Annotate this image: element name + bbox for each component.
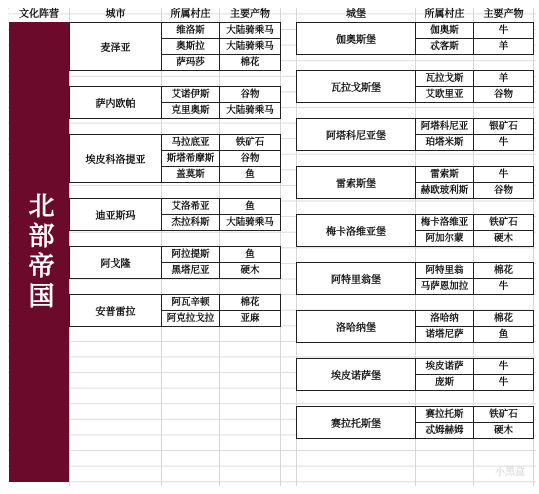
village-cell: 艾洛希亚 (171, 201, 210, 212)
village-cell: 阿克拉戈拉 (166, 313, 215, 324)
castle-table (296, 358, 534, 391)
village-cell: 庞斯 (434, 377, 454, 388)
village-cell: 阿拉提斯 (171, 249, 210, 260)
product-cell: 铁矿石 (489, 409, 518, 420)
village-cell: 克里奥斯 (171, 105, 210, 116)
product-cell: 棉花 (240, 297, 260, 308)
city-name: 安普雷拉 (70, 295, 162, 326)
city-table (69, 86, 281, 119)
castle-name: 埃皮诺萨堡 (297, 359, 416, 390)
header-castle-village: 所属村庄 (424, 9, 465, 20)
product-cell: 铁矿石 (489, 217, 518, 228)
village-cell: 忒姆赫姆 (425, 425, 464, 436)
village-cell: 斯塔希摩斯 (166, 153, 215, 164)
village-cell: 艾欧里亚 (425, 89, 464, 100)
city-table (69, 246, 281, 279)
product-cell: 牛 (498, 377, 509, 388)
product-cell: 棉花 (240, 57, 260, 68)
village-cell: 瓦拉戈斯 (425, 73, 464, 84)
village-cell: 伽奥斯 (430, 25, 459, 36)
castle-table (296, 118, 534, 151)
castle-name: 赛拉托斯堡 (297, 407, 416, 438)
castle-table (296, 406, 534, 439)
city-name: 迪亚斯玛 (70, 199, 162, 230)
village-cell: 阿瓦辛顿 (171, 297, 210, 308)
watermark: 小黑盒 (495, 467, 525, 478)
product-cell: 大陆骑乘马 (226, 217, 274, 228)
header-village: 所属村庄 (170, 9, 211, 20)
castle-table (296, 166, 534, 199)
header-castle: 城堡 (346, 9, 366, 20)
village-cell: 赛拉托斯 (425, 409, 464, 420)
village-cell: 诺塔尼萨 (425, 329, 464, 340)
product-cell: 硬木 (493, 425, 513, 436)
village-cell: 萨玛莎 (176, 57, 205, 68)
village-cell: 忒客斯 (430, 41, 459, 52)
village-cell: 杰拉科斯 (171, 217, 210, 228)
castle-name: 阿特里翁堡 (297, 263, 416, 294)
castle-name: 雷索斯堡 (297, 167, 416, 198)
castle-table (296, 262, 534, 295)
faction-bar (9, 22, 69, 482)
product-cell: 大陆骑乘马 (226, 25, 274, 36)
city-table (69, 134, 281, 183)
castle-name: 阿塔科尼亚堡 (297, 119, 416, 150)
village-cell: 马萨恩加拉 (420, 281, 469, 292)
product-cell: 鱼 (498, 329, 509, 340)
village-cell: 阿塔科尼亚 (420, 121, 469, 132)
header-faction: 文化阵营 (19, 9, 59, 20)
product-cell: 棉花 (493, 265, 513, 276)
product-cell: 硬木 (240, 265, 260, 276)
product-cell: 牛 (498, 281, 509, 292)
product-cell: 牛 (498, 169, 509, 180)
village-cell: 艾诺伊斯 (171, 89, 210, 100)
village-cell: 盖莫斯 (176, 169, 205, 180)
village-cell: 马拉底亚 (171, 137, 210, 148)
product-cell: 谷物 (493, 185, 513, 196)
header-city: 城市 (105, 9, 126, 20)
faction-name: 北部帝国 (24, 192, 54, 312)
village-cell: 埃皮诺萨 (425, 361, 464, 372)
castle-table (296, 70, 534, 103)
castle-table (296, 22, 534, 55)
city-table (69, 198, 281, 231)
product-cell: 牛 (498, 137, 509, 148)
product-cell: 羊 (498, 41, 509, 52)
castle-table (296, 214, 534, 247)
product-cell: 谷物 (493, 89, 513, 100)
header-castle-product: 主要产物 (483, 9, 524, 20)
village-cell: 洛哈纳 (430, 313, 459, 324)
product-cell: 谷物 (240, 89, 260, 100)
castle-table (296, 310, 534, 343)
product-cell: 亚麻 (240, 313, 260, 324)
village-cell: 梅卡洛维亚 (420, 217, 469, 228)
product-cell: 鱼 (245, 249, 255, 260)
village-cell: 奥斯拉 (176, 41, 205, 52)
city-name: 阿戈隆 (70, 247, 162, 278)
castle-name: 洛哈纳堡 (297, 311, 416, 342)
product-cell: 硬木 (493, 233, 513, 244)
village-cell: 赫欧玻利斯 (420, 185, 469, 196)
city-name: 麦泽亚 (70, 23, 162, 70)
product-cell: 牛 (498, 25, 509, 36)
header-product: 主要产物 (230, 9, 270, 20)
castle-name: 瓦拉戈斯堡 (297, 71, 416, 102)
product-cell: 铁矿石 (235, 137, 265, 148)
city-table (69, 22, 281, 71)
city-table (69, 294, 281, 327)
village-cell: 维洛斯 (176, 25, 205, 36)
product-cell: 鱼 (245, 169, 255, 180)
product-cell: 鱼 (245, 201, 255, 212)
product-cell: 大陆骑乘马 (226, 41, 274, 52)
village-cell: 阿加尔蒙 (425, 233, 464, 244)
castle-name: 梅卡洛维亚堡 (297, 215, 416, 246)
product-cell: 羊 (498, 73, 509, 84)
city-name: 萨内欧帕 (70, 87, 162, 118)
village-cell: 珀塔米斯 (425, 137, 464, 148)
village-cell: 阿特里翁 (425, 265, 464, 276)
product-cell: 大陆骑乘马 (226, 105, 274, 116)
village-cell: 雷索斯 (430, 169, 459, 180)
product-cell: 银矿石 (489, 121, 518, 132)
city-name: 埃皮科洛提亚 (70, 135, 162, 182)
product-cell: 棉花 (493, 313, 513, 324)
village-cell: 黑塔尼亚 (171, 265, 210, 276)
product-cell: 谷物 (240, 153, 260, 164)
product-cell: 牛 (498, 361, 509, 372)
castle-name: 伽奥斯堡 (297, 23, 416, 54)
